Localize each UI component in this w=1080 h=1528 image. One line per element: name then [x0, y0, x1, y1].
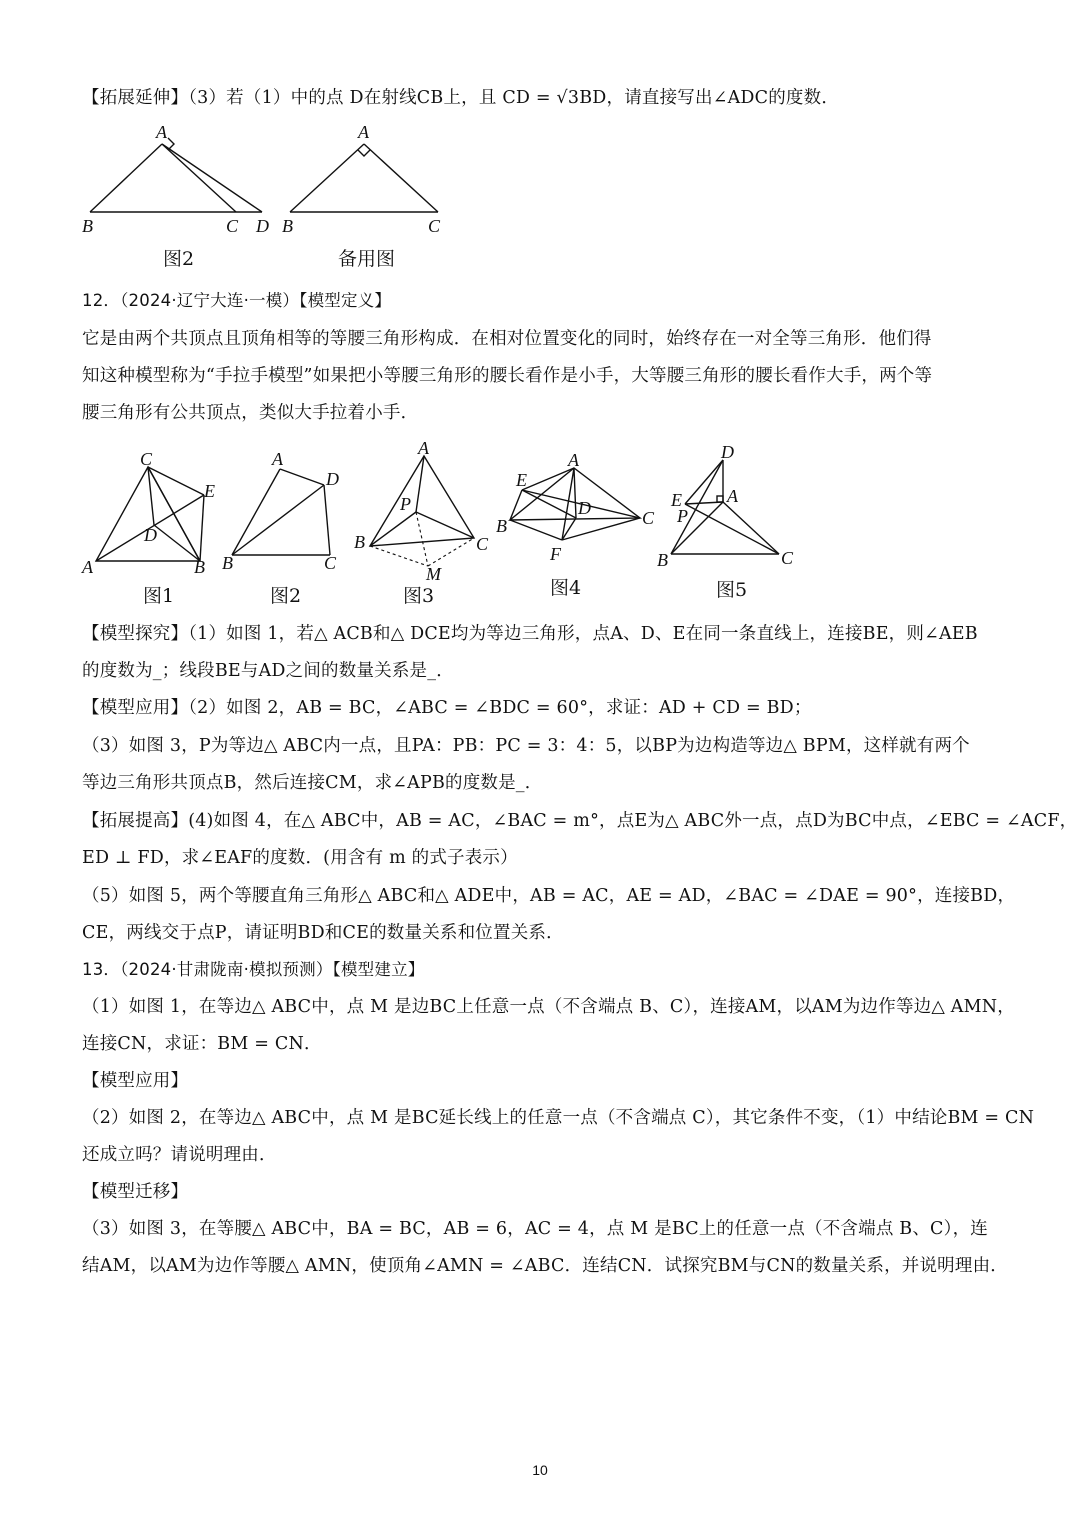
svg-text:C: C — [428, 216, 441, 236]
q12-part1-line-2: 的度数为_；线段BE与AD之间的数量关系是_． — [82, 661, 454, 681]
q12-caption-1: 图1 — [143, 585, 175, 607]
q12-figure-4 — [492, 448, 662, 573]
svg-text:B: B — [282, 216, 293, 236]
q12-caption-4: 图4 — [550, 577, 582, 599]
svg-text:C: C — [140, 449, 153, 469]
svg-text:P: P — [400, 494, 411, 514]
svg-text:C: C — [226, 216, 239, 236]
q13-part2-line-2: 还成立吗？请说明理由． — [82, 1145, 277, 1165]
svg-text:A: A — [568, 450, 579, 470]
svg-text:C: C — [476, 534, 489, 554]
q12-part3-line-1: （3）如图 3，P为等边△ ABC内一点，且PA：PB：PC = 3：4：5，以BP为边构造等边△ BPM，这样就有两个 — [82, 736, 970, 756]
q13-part1-line-2: 连接CN，求证：BM = CN． — [82, 1034, 322, 1054]
q12-figure-3 — [350, 438, 500, 583]
q13-part1-line-1: （1）如图 1，在等边△ ABC中，点 M 是边BC上任意一点（不含端点 B、C），连接AM，以AM为边作等边△ AMN， — [82, 997, 1015, 1017]
page-number: 10 — [532, 1462, 548, 1478]
svg-text:C: C — [781, 548, 794, 568]
q12-part5-line-2: CE，两线交于点P，请证明BD和CE的数量关系和位置关系． — [82, 923, 564, 943]
svg-text:B: B — [194, 557, 205, 577]
svg-text:B: B — [82, 216, 93, 236]
svg-text:A: A — [82, 557, 93, 577]
svg-text:B: B — [354, 532, 365, 552]
svg-text:D: D — [721, 442, 734, 462]
figure-section11-fig2 — [80, 120, 280, 240]
svg-text:A: A — [272, 449, 283, 469]
svg-text:A: A — [358, 122, 369, 142]
svg-text:M: M — [426, 564, 441, 584]
q13-migration-header: 【模型迁移】 — [82, 1182, 189, 1202]
q12-part4-line-2: ED ⊥ FD，求∠EAF的度数．(用含有 m 的式子表示） — [82, 848, 518, 868]
svg-text:D: D — [578, 498, 591, 518]
q13-part3-line-1: （3）如图 3，在等腰△ ABC中，BA = BC，AB = 6，AC = 4，点 M 是BC上的任意一点（不含端点 B、C），连 — [82, 1219, 988, 1239]
svg-text:D: D — [256, 216, 269, 236]
q12-figure-2 — [220, 445, 360, 575]
q12-part5-line-1: （5）如图 5，两个等腰直角三角形△ ABC和△ ADE中，AB = AC，AE = AD，∠BAC = ∠DAE = 90°，连接BD， — [82, 886, 1016, 906]
svg-text:E: E — [516, 470, 527, 490]
q12-figure-1 — [80, 445, 220, 575]
q12-caption-3: 图3 — [403, 585, 435, 607]
q12-definition-line-2: 知这种模型称为“手拉手模型”如果把小等腰三角形的腰长看作是小手，大等腰三角形的腰长看作大手，两个等 — [82, 366, 933, 386]
svg-text:E: E — [204, 481, 215, 501]
svg-text:D: D — [326, 469, 339, 489]
q13-header: 13．（2024·甘肃陇南·模拟预测）【模型建立】 — [82, 960, 425, 979]
svg-text:C: C — [324, 553, 337, 573]
q12-part1-line-1: 【模型探究】（1）如图 1，若△ ACB和△ DCE均为等边三角形，点A、D、E在同一条直线上，连接BE，则∠AEB — [82, 624, 978, 644]
q12-part4-line-1: 【拓展提高】(4)如图 4，在△ ABC中，AB = AC，∠BAC = m°，点E为△ ABC外一点，点D为BC中点，∠EBC = ∠ACF， — [82, 811, 1078, 831]
svg-text:A: A — [727, 486, 738, 506]
svg-text:F: F — [550, 544, 561, 564]
q12-figure-5 — [655, 440, 800, 575]
q13-part2-line-1: （2）如图 2，在等边△ ABC中，点 M 是BC延长线上的任意一点（不含端点 C），其它条件不变，（1）中结论BM = CN — [82, 1108, 1035, 1128]
q12-header: 12．（2024·辽宁大连·一模）【模型定义】 — [82, 291, 392, 310]
svg-text:A: A — [156, 122, 167, 142]
q12-caption-2: 图2 — [270, 585, 302, 607]
svg-text:C: C — [642, 508, 655, 528]
figure-backup — [280, 120, 460, 240]
svg-text:B: B — [222, 553, 233, 573]
q12-definition-line-1: 它是由两个共顶点且顶角相等的等腰三角形构成．在相对位置变化的同时，始终存在一对全等三角形．他们得 — [82, 329, 932, 349]
q13-part3-line-2: 结AM，以AM为边作等腰△ AMN，使顶角∠AMN = ∠ABC．连结CN．试探究BM与CN的数量关系，并说明理由． — [82, 1256, 1008, 1276]
svg-text:A: A — [418, 438, 429, 458]
q12-part3-line-2: 等边三角形共顶点B，然后连接CM，求∠APB的度数是_． — [82, 773, 543, 793]
svg-text:E: E — [671, 490, 682, 510]
q12-caption-5: 图5 — [716, 579, 748, 601]
q13-application-header: 【模型应用】 — [82, 1071, 189, 1091]
caption-backup: 备用图 — [338, 248, 396, 270]
caption-fig2: 图2 — [163, 248, 195, 270]
svg-text:B: B — [657, 550, 668, 570]
svg-text:B: B — [496, 516, 507, 536]
svg-text:D: D — [144, 525, 157, 545]
extension-question: 【拓展延伸】（3）若（1）中的点 D在射线CB上，且 CD = √3BD，请直接写出∠ADC的度数． — [82, 88, 840, 108]
q12-part2: 【模型应用】（2）如图 2，AB = BC，∠ABC = ∠BDC = 60°，求证：AD + CD = BD； — [82, 698, 812, 718]
q12-definition-line-3: 腰三角形有公共顶点，类似大手拉着小手． — [82, 403, 419, 423]
svg-text:P: P — [677, 506, 688, 526]
